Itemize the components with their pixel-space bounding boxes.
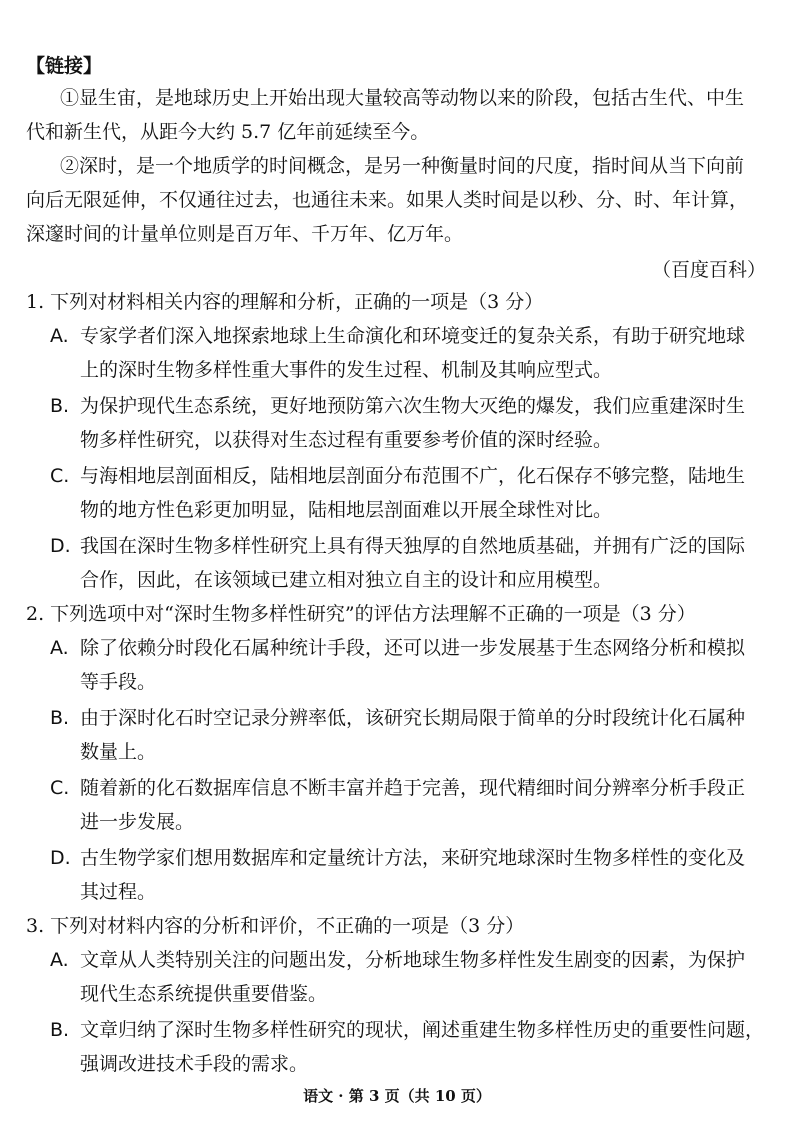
option-label: B. (50, 1019, 70, 1041)
option-text-line: 专家学者们深入地探索地球上生命演化和环境变迁的复杂关系，有助于研究地球 (80, 325, 746, 347)
question-1-option-c (50, 462, 745, 490)
question-1-option-b-continued: 物多样性研究，以获得对生态过程有重要参考价值的深时经验。 (80, 429, 613, 451)
option-label: D. (50, 535, 71, 557)
link-paragraph-2-line-1: ②深时，是一个地质学的时间概念，是另一种衡量时间的尺度，指时间从当下向前 (60, 155, 745, 177)
link-paragraph-2-line-2: 向后无限延伸，不仅通往过去，也通往未来。如果人类时间是以秒、分、时、年计算， (26, 189, 749, 211)
question-2-option-b-continued: 数量上。 (80, 741, 157, 763)
question-3-option-b-continued: 强调改进技术手段的需求。 (80, 1053, 309, 1075)
question-2-option-c (50, 774, 745, 802)
question-1-option-a-continued: 上的深时生物多样性重大事件的发生过程、机制及其响应型式。 (80, 359, 613, 381)
option-text-line: 我国在深时生物多样性研究上具有得天独厚的自然地质基础，并拥有广泛的国际 (80, 535, 746, 557)
question-1-option-c-continued: 物的地方性色彩更加明显，陆相地层剖面难以开展全球性对比。 (80, 499, 613, 521)
option-label: C. (50, 777, 70, 799)
option-text-line: 由于深时化石时空记录分辨率低，该研究长期局限于简单的分时段统计化石属种 (80, 707, 746, 729)
question-2-option-c-continued: 进一步发展。 (80, 811, 195, 833)
question-2-option-a (50, 634, 745, 662)
question-1-stem: 1. 下列对材料相关内容的理解和分析，正确的一项是（3 分） (26, 291, 544, 313)
question-1-option-b (50, 392, 745, 420)
question-2-option-a-continued: 等手段。 (80, 671, 157, 693)
question-2-option-d-continued: 其过程。 (80, 881, 157, 903)
link-paragraph-1-line-1: ①显生宙，是地球历史上开始出现大量较高等动物以来的阶段，包括古生代、中生 (60, 87, 745, 109)
option-text-line: 与海相地层剖面相反，陆相地层剖面分布范围不广，化石保存不够完整，陆地生 (80, 465, 746, 487)
link-heading: 【链接】 (26, 55, 103, 77)
link-paragraph-1-line-2: 代和新生代，从距今大约 5.7 亿年前延续至今。 (26, 121, 430, 143)
option-label: A. (50, 637, 69, 659)
question-3-option-a (50, 946, 745, 974)
option-label: C. (50, 465, 70, 487)
question-3-option-a-continued: 现代生态系统提供重要借鉴。 (80, 983, 328, 1005)
option-text-line: 文章归纳了深时生物多样性研究的现状，阐述重建生物多样性历史的重要性问题， (80, 1019, 765, 1041)
link-paragraph-2-line-3: 深邃时间的计量单位则是百万年、千万年、亿万年。 (26, 223, 464, 245)
question-1-option-d-continued: 合作，因此，在该领域已建立相对独立自主的设计和应用模型。 (80, 569, 613, 591)
question-2-option-d (50, 844, 745, 872)
option-text-line: 随着新的化石数据库信息不断丰富并趋于完善，现代精细时间分辨率分析手段正 (80, 777, 746, 799)
option-label: B. (50, 395, 70, 417)
option-text-line: 文章从人类特别关注的问题出发，分析地球生物多样性发生剧变的因素，为保护 (80, 949, 746, 971)
page-footer: 语文 · 第 3 页（共 10 页） (303, 1087, 491, 1105)
option-text-line: 为保护现代生态系统，更好地预防第六次生物大灭绝的爆发，我们应重建深时生 (80, 395, 746, 417)
question-1-option-d (50, 532, 745, 560)
option-label: B. (50, 707, 70, 729)
question-2-stem: 2. 下列选项中对“深时生物多样性研究”的评估方法理解不正确的一项是（3 分） (26, 603, 696, 625)
option-label: D. (50, 847, 71, 869)
option-label: A. (50, 325, 69, 347)
question-2-option-b (50, 704, 745, 732)
question-3-stem: 3. 下列对材料内容的分析和评价，不正确的一项是（3 分） (26, 915, 525, 937)
question-3-option-b (50, 1016, 764, 1044)
option-label: A. (50, 949, 69, 971)
question-1-option-a (50, 322, 745, 350)
option-text-line: 除了依赖分时段化石属种统计手段，还可以进一步发展基于生态网络分析和模拟 (80, 637, 746, 659)
source-citation: （百度百科） (651, 259, 766, 281)
option-text-line: 古生物学家们想用数据库和定量统计方法，来研究地球深时生物多样性的变化及 (80, 847, 746, 869)
